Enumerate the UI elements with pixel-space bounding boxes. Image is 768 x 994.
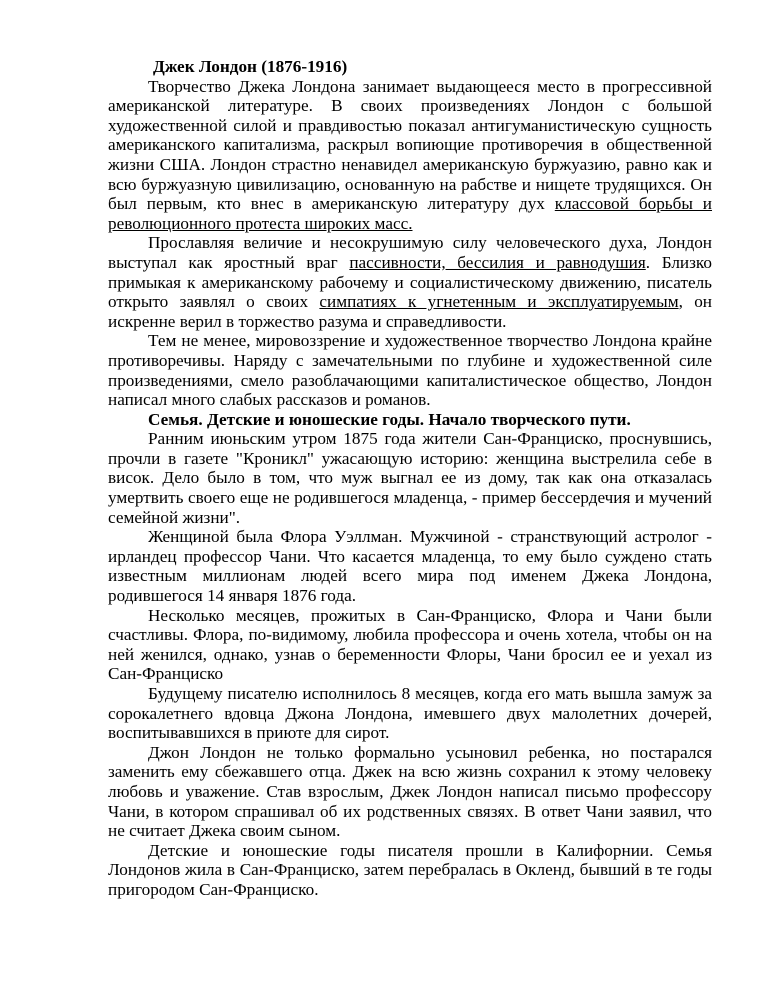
section-heading: Семья. Детские и юношеские годы. Начало творческого пути.	[148, 409, 631, 429]
underlined-text: пассивности, бессилия и равнодушия	[349, 252, 646, 272]
paragraph-california: Детские и юношеские годы писателя прошли в Калифорнии. Семья Лондонов жила в Сан-Франциско, затем перебралась в Окленд, бывший в те годы пригородом Сан-Франциско.	[108, 840, 712, 899]
paragraph-text: Прославляя величие и несокрушимую силу человеческого духа, Лондон выступал как яростный враг	[108, 233, 712, 272]
paragraph-intro	[108, 77, 712, 234]
document-page	[108, 57, 712, 900]
paragraph-text: . Близко примыкая к американскому рабочему и социалистическому движению, писатель открыто заявлял о своих	[108, 252, 712, 312]
document-title: Джек Лондон (1876-1916)	[153, 57, 348, 76]
paragraph-months: Несколько месяцев, прожитых в Сан-Франциско, Флора и Чани были счастливы. Флора, по-видимому, любила профессора и очень хотела, чтобы он на ней женился, однако, узнав о беременности Флоры, Чани бросил ее и уехал из Сан-Франциско	[108, 605, 712, 684]
underlined-text: симпатиях к угнетенным и эксплуатируемым	[319, 292, 679, 312]
paragraph-views	[108, 233, 712, 331]
paragraph-marriage: Будущему писателю исполнилось 8 месяцев, когда его мать вышла замуж за сорокалетнего вдовца Джона Лондона, имевшего двух малолетних дочерей, воспитывавшихся в приюте для сирот.	[108, 684, 712, 743]
underlined-text: классовой борьбы и революционного протеста широких масс.	[108, 194, 713, 233]
paragraph-contradictions: Тем не менее, мировоззрение и художественное творчество Лондона крайне противоречивы. Наряду с замечательными по глубине и художественной силе произведениями, смело разоблачающими капиталистическое общество, Лондон написал много слабых рассказов и романов.	[108, 331, 712, 410]
paragraph-john-london: Джон Лондон не только формально усыновил ребенка, но постарался заменить ему сбежавшего отца. Джек на всю жизнь сохранил к этому человеку любовь и уважение. Став взрослым, Джек Лондон написал письмо профессору Чани, в котором спрашивал об их родственных связях. В ответ Чани заявил, что не считает Джека своим сыном.	[108, 742, 712, 841]
paragraph-chronicle: Ранним июньским утром 1875 года жители Сан-Франциско, проснувшись, прочли в газете "Кроникл" ужасающую историю: женщина выстрелила себе в висок. Дело было в том, что муж выгнал ее из дому, так как она отказалась умертвить своего еще не родившегося младенца, - пример бессердечия и мучений семейной жизни".	[108, 429, 712, 527]
paragraph-text: , он искренне верил в торжество разума и справедливости.	[108, 292, 712, 331]
paragraph-flora: Женщиной была Флора Уэллман. Мужчиной - странствующий астролог - ирландец профессор Чани. Что касается младенца, то ему было суждено стать известным миллионам людей всего мира под именем Джека Лондона, родившегося 14 января 1876 года.	[108, 527, 712, 606]
paragraph-text: Творчество Джека Лондона занимает выдающееся место в прогрессивной американской литературе. В своих произведениях Лондон с большой художественной силой и правдивостью показал антигуманистическую сущность американского капитализма, раскрыл вопиющие противоречия в общественной жизни США. Лондон страстно ненавидел американскую буржуазию, равно как и всю буржуазную цивилизацию, основанную на рабстве и нищете трудящихся. Он был первым, кто внес в американскую литературу дух	[108, 76, 712, 214]
